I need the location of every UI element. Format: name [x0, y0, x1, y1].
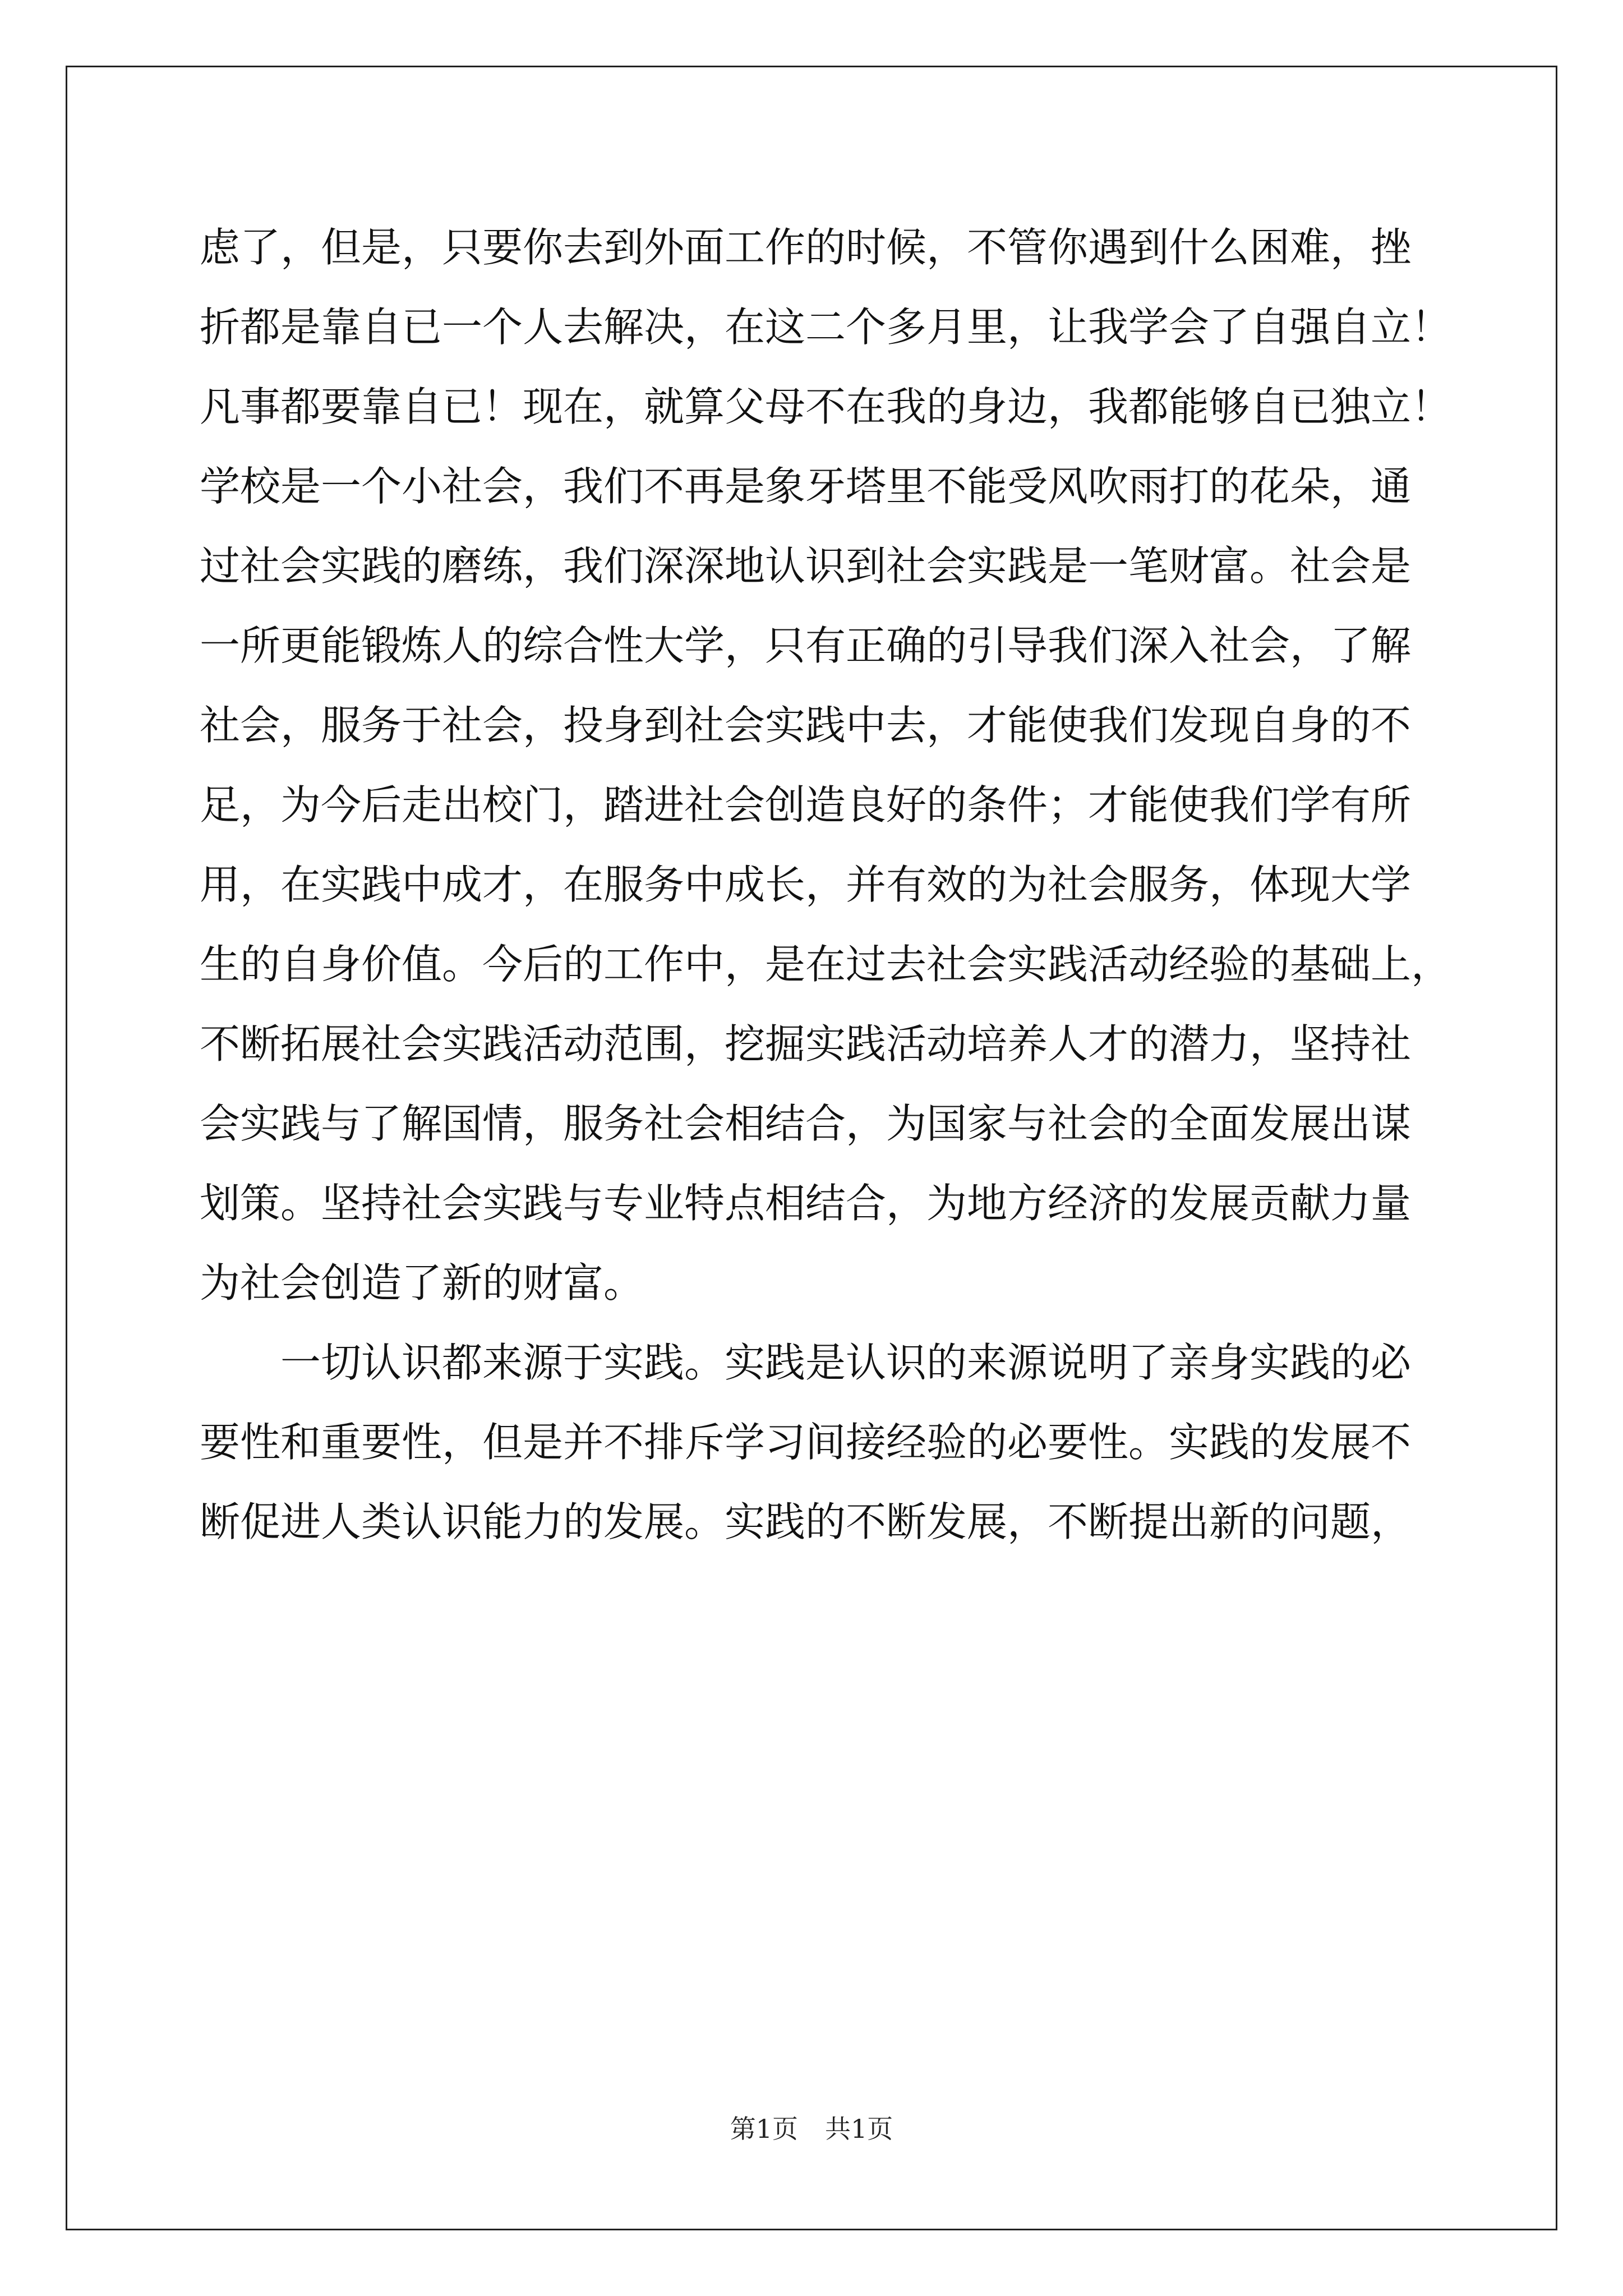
text-line: 一所更能锻炼人的综合性大学，只有正确的引导我们深入社会，了解 — [200, 622, 1412, 669]
text-line: 断促进人类认识能力的发展。实践的不断发展，不断提出新的问题， — [200, 1498, 1412, 1545]
text-line: 凡事都要靠自已！现在，就算父母不在我的身边，我都能够自已独立！ — [200, 383, 1452, 430]
text-line: 要性和重要性，但是并不排斥学习间接经验的必要性。实践的发展不 — [200, 1419, 1412, 1466]
text-line-paragraph-start: 一切认识都来源于实践。实践是认识的来源说明了亲身实践的必 — [280, 1339, 1412, 1386]
text-line: 划策。坚持社会实践与专业特点相结合，为地方经济的发展贡献力量 — [200, 1180, 1412, 1227]
text-line: 会实践与了解国情，服务社会相结合，为国家与社会的全面发展出谋 — [200, 1100, 1412, 1147]
total-pages-label: 共1页 — [825, 2114, 893, 2144]
text-line: 学校是一个小社会，我们不再是象牙塔里不能受风吹雨打的花朵，通 — [200, 463, 1412, 510]
document-body — [200, 208, 1452, 1562]
text-line: 折都是靠自已一个人去解决，在这二个多月里，让我学会了自强自立！ — [200, 303, 1452, 351]
text-line: 过社会实践的磨练，我们深深地认识到社会实践是一笔财富。社会是 — [200, 542, 1412, 590]
text-line: 足，为今后走出校门，踏进社会创造良好的条件；才能使我们学有所 — [200, 781, 1412, 829]
text-line: 社会，服务于社会，投身到社会实践中去，才能使我们发现自身的不 — [200, 702, 1412, 749]
text-line: 为社会创造了新的财富。 — [200, 1259, 644, 1306]
text-line: 不断拓展社会实践活动范围，挖掘实践活动培养人才的潜力，坚持社 — [200, 1020, 1412, 1068]
page-number-label: 第1页 — [730, 2114, 798, 2144]
text-line: 虑了，但是，只要你去到外面工作的时候，不管你遇到什么困难，挫 — [200, 224, 1412, 271]
text-line: 生的自身价值。今后的工作中，是在过去社会实践活动经验的基础上， — [200, 941, 1452, 988]
page-footer — [0, 2112, 1623, 2146]
text-line: 用，在实践中成才，在服务中成长，并有效的为社会服务，体现大学 — [200, 861, 1412, 908]
